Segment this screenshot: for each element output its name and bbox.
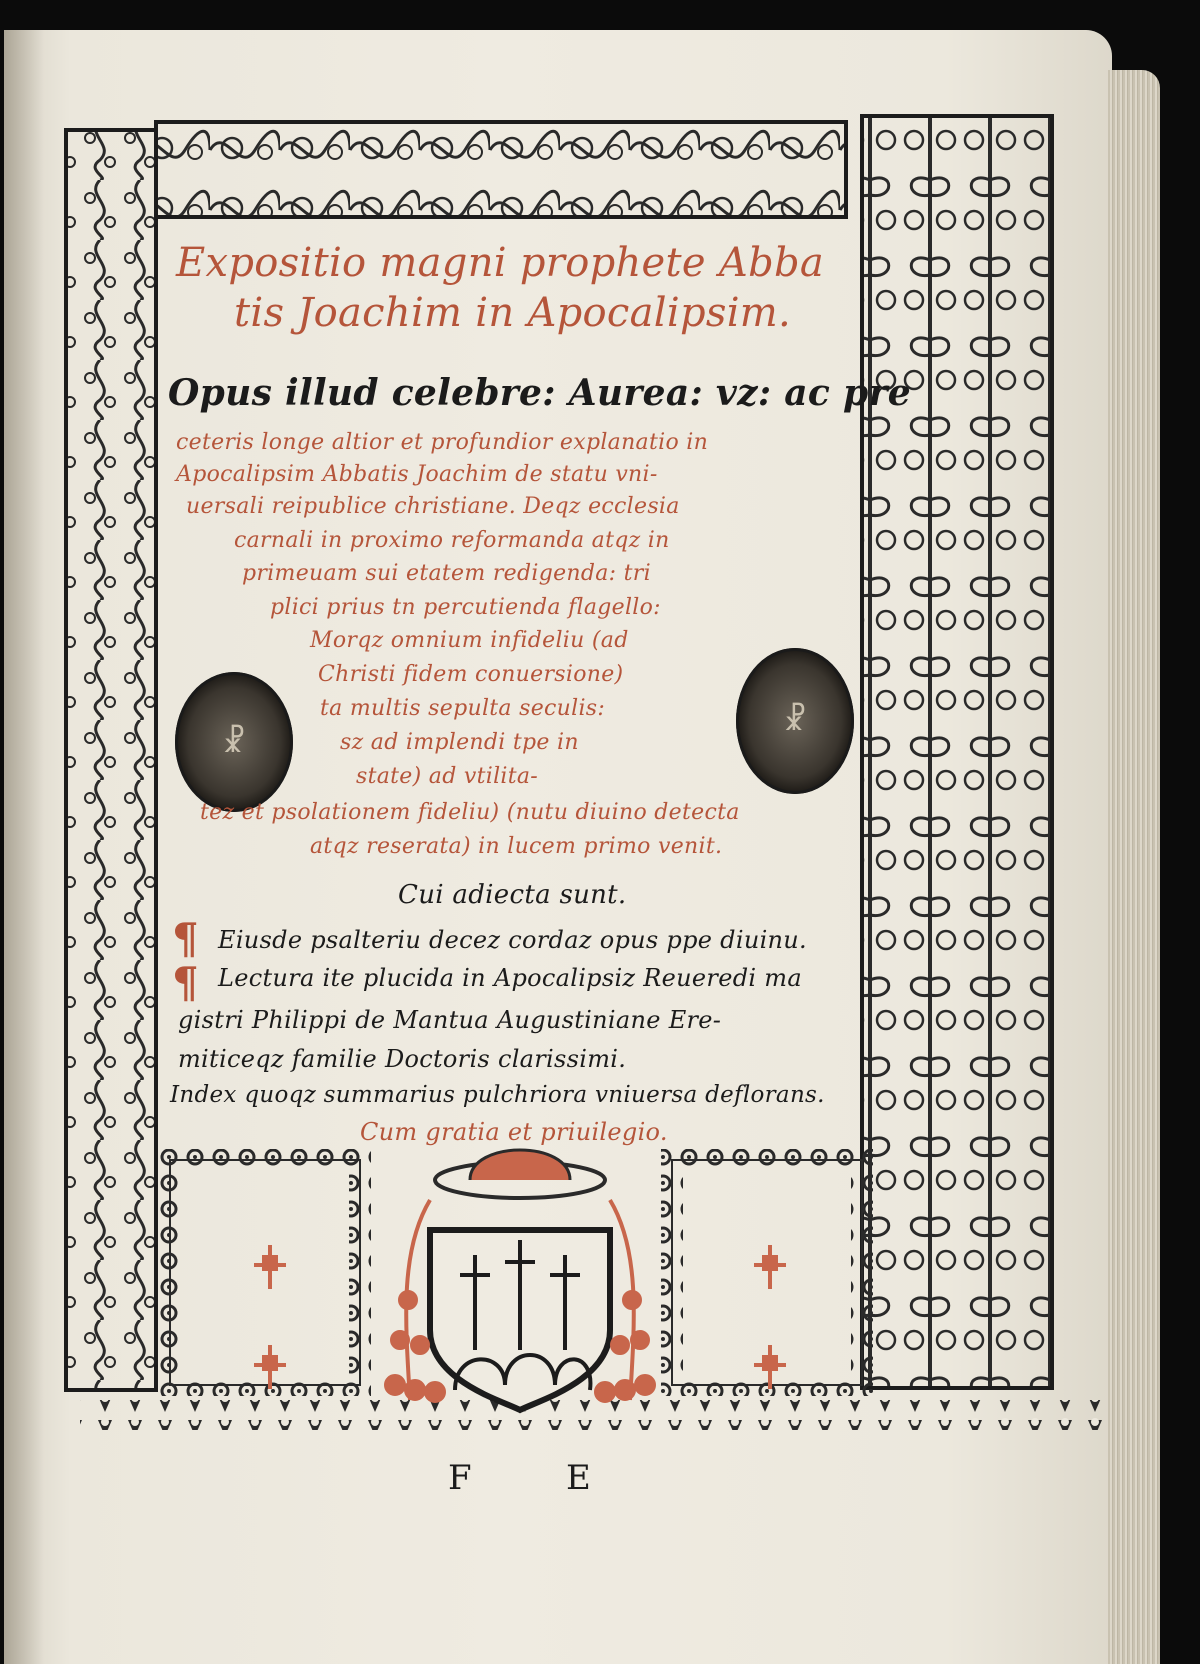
- list-item-2: Lectura ite plucida in Apocalipsiz Reueredi ma: [218, 964, 802, 992]
- body-line-3: Apocalipsim Abbatis Joachim de statu vni-: [176, 462, 658, 487]
- body-line-14: atqz reserata) in lucem primo venit.: [310, 834, 723, 859]
- body-line-9: Christi fidem conuersione): [318, 662, 624, 687]
- body-line-6: primeuam sui etatem redigenda: tri: [242, 561, 651, 586]
- body-line-4: uersali reipublice christiane. Deqz ecclesia: [186, 494, 680, 519]
- list-item-1: Eiusde psalteriu decez cordaz opus ppe diuinu.: [218, 926, 807, 954]
- paragraph-mark-icon: ¶: [172, 914, 199, 963]
- continuation-line-3: Index quoqz summarius pulchriora vniuersa deflorans.: [170, 1082, 825, 1108]
- body-line-13: tez et psolationem fideliu) (nutu diuino detecta: [200, 800, 740, 825]
- body-line-10: ta multis sepulta seculis:: [320, 696, 606, 721]
- body-line-11: sz ad implendi tpe in: [340, 730, 579, 755]
- privilege-line: Cum gratia et priuilegio.: [360, 1118, 668, 1146]
- title-line-1: Expositio magni prophete Abba: [176, 240, 825, 286]
- continuation-line-2: miticeqz familie Doctoris clarissimi.: [178, 1045, 627, 1073]
- monogram-letter-e: E: [566, 1458, 591, 1498]
- left-medallion: ☧: [175, 672, 293, 812]
- monogram-letter-f: F: [448, 1458, 472, 1498]
- body-line-2: ceteris longe altior et profundior explanatio in: [176, 430, 709, 455]
- body-line-7: plici prius tn percutienda flagello:: [270, 595, 661, 620]
- adjecta-heading: Cui adiecta sunt.: [398, 880, 627, 910]
- body-line-12: state) ad vtilita-: [356, 764, 539, 789]
- body-line-5: carnali in proximo reformanda atqz in: [234, 528, 670, 553]
- continuation-line-1: gistri Philippi de Mantua Augustiniane Ere-: [178, 1006, 722, 1034]
- title-line-2: tis Joachim in Apocalipsim.: [234, 290, 792, 336]
- body-line-1: Opus illud celebre: Aurea: vz: ac pre: [168, 372, 911, 414]
- paragraph-mark-icon: ¶: [172, 958, 199, 1007]
- body-line-8: Morqz omnium infideliu (ad: [310, 628, 629, 653]
- right-medallion: ☧: [736, 648, 854, 794]
